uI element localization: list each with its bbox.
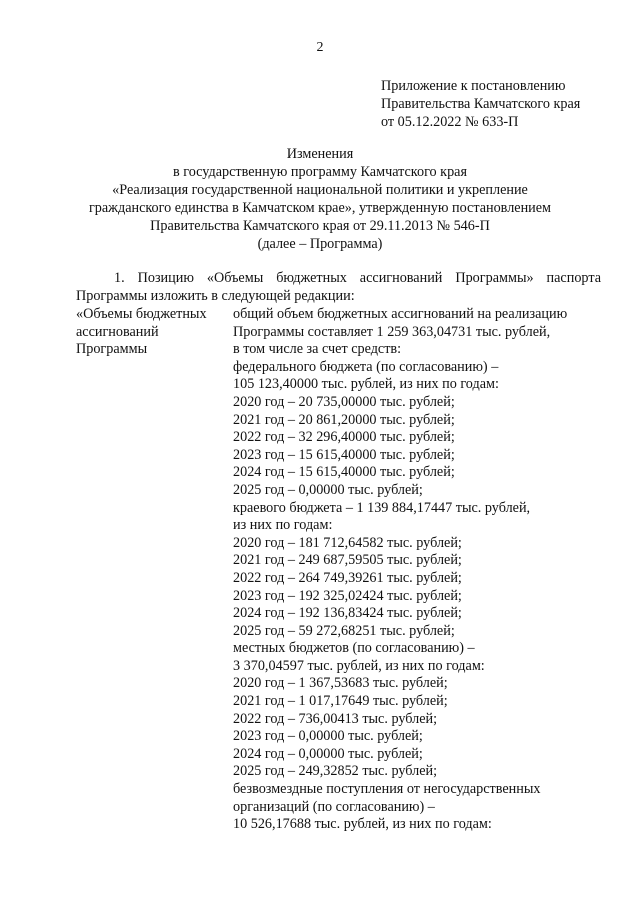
table-right-line: 2020 год – 1 367,53683 тыс. рублей; xyxy=(233,675,448,692)
heading-line: Изменения xyxy=(286,146,354,162)
table-right-line: федерального бюджета (по согласованию) – xyxy=(233,358,499,375)
table-right-line: 2024 год – 15 615,40000 тыс. рублей; xyxy=(233,464,455,481)
table-right-line: 2025 год – 59 272,68251 тыс. рублей; xyxy=(233,622,455,639)
page-number: 2 xyxy=(316,40,324,55)
heading-line: гражданского единства в Камчатском крае», утвержденную постановлением xyxy=(88,200,552,216)
table-right-line: 2022 год – 32 296,40000 тыс. рублей; xyxy=(233,429,455,446)
table-right-line: 2023 год – 0,00000 тыс. рублей; xyxy=(233,728,423,745)
paragraph-line: Программы изложить в следующей редакции: xyxy=(76,288,355,304)
table-right-line: в том числе за счет средств: xyxy=(233,341,402,358)
table-right-line: 2021 год – 20 861,20000 тыс. рублей; xyxy=(233,411,455,428)
table-right-line: 2020 год – 181 712,64582 тыс. рублей; xyxy=(233,534,462,551)
table-right-line: 2025 год – 0,00000 тыс. рублей; xyxy=(233,481,423,498)
table-right-line: общий объем бюджетных ассигнований на реализацию xyxy=(233,306,568,322)
table-right-line: 2021 год – 249 687,59505 тыс. рублей; xyxy=(233,552,462,569)
table-right-line: Программы составляет 1 259 363,04731 тыс. рублей, xyxy=(233,323,551,340)
table-right-line: 2020 год – 20 735,00000 тыс. рублей; xyxy=(233,393,455,410)
heading-line: Правительства Камчатского края от 29.11.2013 № 546-П xyxy=(150,218,490,234)
table-right-column xyxy=(233,306,603,834)
appendix-line: Приложение к постановлению xyxy=(381,78,566,94)
appendix-block xyxy=(381,77,621,131)
table-right-line: 2024 год – 0,00000 тыс. рублей; xyxy=(233,745,423,762)
document-heading xyxy=(0,145,640,253)
table-right-line: 10 526,17688 тыс. рублей, из них по годам: xyxy=(233,816,492,833)
table-right-line: краевого бюджета – 1 139 884,17447 тыс. рублей, xyxy=(233,499,531,516)
table-right-line: 2025 год – 249,32852 тыс. рублей; xyxy=(233,763,438,780)
paragraph-line: 1. Позицию «Объемы бюджетных ассигнований Программы» паспорта xyxy=(114,270,601,286)
table-right-line: безвозмездные поступления от негосударственных xyxy=(233,781,541,798)
table-right-line: из них по годам: xyxy=(233,517,333,534)
table-right-line: 2023 год – 15 615,40000 тыс. рублей; xyxy=(233,446,455,463)
table-right-line: 2022 год – 264 749,39261 тыс. рублей; xyxy=(233,569,462,586)
table-right-line: организаций (по согласованию) – xyxy=(233,798,435,815)
body-paragraph xyxy=(76,269,601,305)
table-right-line: 2024 год – 192 136,83424 тыс. рублей; xyxy=(233,605,462,622)
table-right-line: 2022 год – 736,00413 тыс. рублей; xyxy=(233,710,438,727)
appendix-line: от 05.12.2022 № 633-П xyxy=(381,114,519,130)
table-left-column xyxy=(76,306,226,359)
table-right-line: 2021 год – 1 017,17649 тыс. рублей; xyxy=(233,693,448,710)
table-right-line: 3 370,04597 тыс. рублей, из них по годам: xyxy=(233,657,485,674)
heading-line: «Реализация государственной национальной политики и укрепление xyxy=(112,182,528,198)
table-left-line: «Объемы бюджетных xyxy=(76,306,207,322)
heading-line: в государственную программу Камчатского края xyxy=(173,164,467,180)
heading-line: (далее – Программа) xyxy=(257,236,383,252)
table-right-line: 2023 год – 192 325,02424 тыс. рублей; xyxy=(233,587,462,604)
table-right-line: 105 123,40000 тыс. рублей, из них по годам: xyxy=(233,376,499,393)
appendix-line: Правительства Камчатского края xyxy=(381,96,581,112)
table-right-line: местных бюджетов (по согласованию) – xyxy=(233,640,475,657)
table-left-line: Программы xyxy=(76,341,148,358)
table-left-line: ассигнований xyxy=(76,323,159,340)
